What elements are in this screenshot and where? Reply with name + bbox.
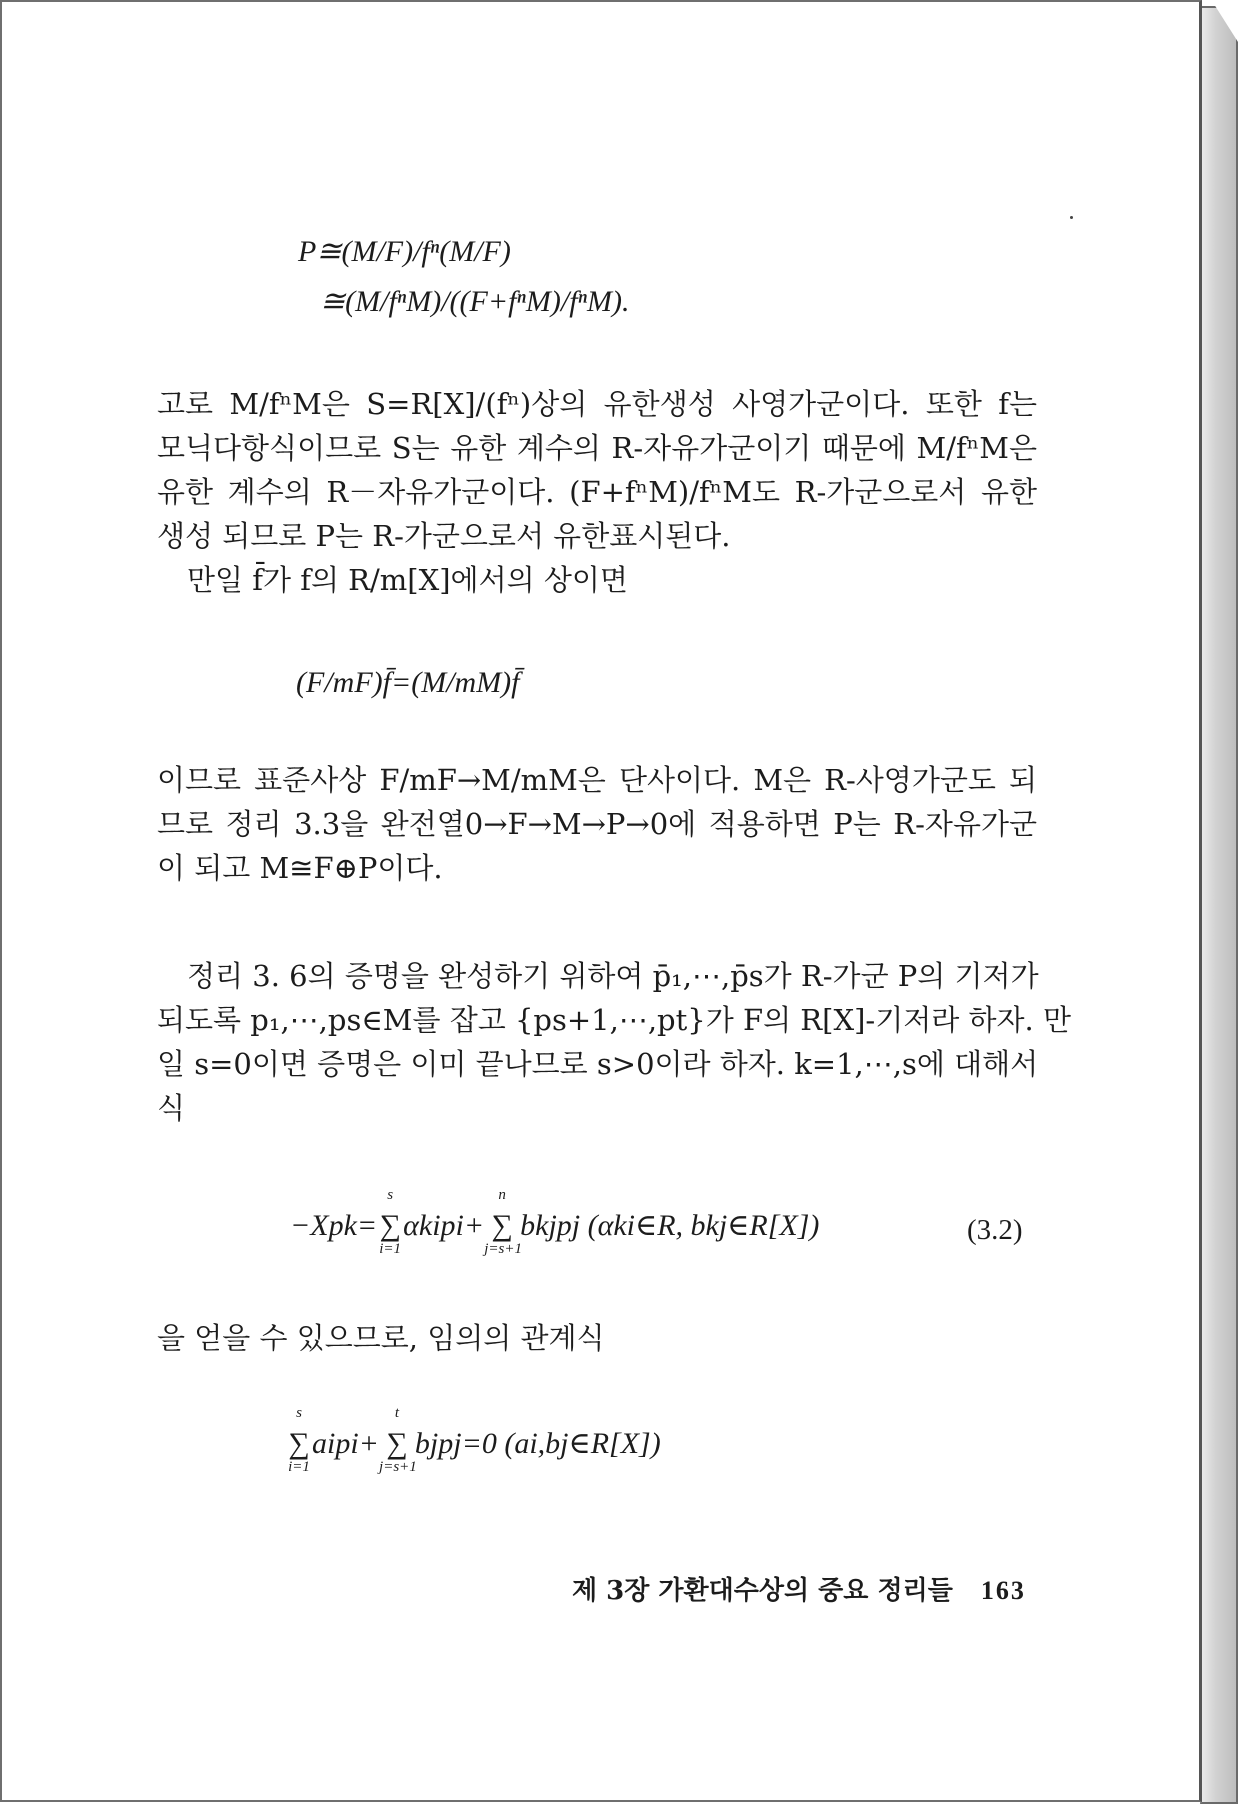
equation-3-sum-2: n ∑ j=s+1 <box>484 1209 520 1243</box>
paragraph-4-line-3: 일 s=0이면 증명은 이미 끝나므로 s>0이라 하자. k=1,⋯,s에 대해서 <box>157 1047 1039 1081</box>
equation-4-sum-1: s ∑ i=1 <box>286 1427 312 1461</box>
paragraph-3 <box>157 758 1037 890</box>
paragraph-1-line-2: 모닉다항식이므로 S는 유한 계수의 R-자유가군이기 때문에 M/fⁿM은 <box>157 431 1037 465</box>
equation-4-term-2: bjpj=0 (ai,bj∈R[X]) <box>414 1427 661 1460</box>
equation-3 <box>290 1187 820 1257</box>
equation-4-term-1: aipi+ <box>312 1427 379 1460</box>
equation-2: (F/mF)f̄=(M/mM)f̄ <box>296 666 520 699</box>
paragraph-4 <box>157 954 1071 1130</box>
equation-4-sum-2: t ∑ j=s+1 <box>379 1427 415 1461</box>
paragraph-1-line-3: 유한 계수의 R－자유가군이다. (F+fⁿM)/fⁿM도 R-가군으로서 유한 <box>157 475 1037 509</box>
page-footer <box>572 1570 1026 1607</box>
equation-3-sum-1-top: s <box>387 1187 394 1203</box>
paragraph-2-line: 만일 f̄가 f의 R/m[X]에서의 상이면 <box>187 563 628 597</box>
equation-3-sum-2-bottom: j=s+1 <box>484 1241 522 1257</box>
paragraph-3-line-1: 이므로 표준사상 F/mF→M/mM은 단사이다. M은 R-사영가군도 되 <box>157 763 1037 797</box>
paragraph-5-line: 을 얻을 수 있으므로, 임의의 관계식 <box>157 1321 605 1355</box>
paragraph-1-line-1: 고로 M/fⁿM은 S=R[X]/(fⁿ)상의 유한생성 사영가군이다. 또한 f는 <box>157 387 1037 421</box>
equation-3-sum-2-top: n <box>498 1187 506 1203</box>
equation-3-lhs: −Xpk= <box>290 1209 378 1242</box>
equation-4-sum-2-top: t <box>394 1405 399 1421</box>
paragraph-1-line-4: 생성 되므로 P는 R-가군으로서 유한표시된다. <box>157 519 731 553</box>
page-number: 163 <box>980 1576 1026 1605</box>
paragraph-1 <box>157 382 1037 602</box>
equation-1-line-2: ≅(M/fⁿM)/((F+fⁿM)/fⁿM). <box>320 285 630 318</box>
paragraph-5 <box>157 1316 1037 1360</box>
equation-4-sum-1-top: s <box>296 1405 302 1421</box>
page-edge-shadow <box>1200 6 1238 1804</box>
chapter-running-head: 제 3장 가환대수상의 중요 정리들 <box>572 1576 953 1606</box>
equation-3-term-2: bkjpj (αki∈R, bkj∈R[X]) <box>520 1209 820 1242</box>
equation-1-line-1: P≅(M/F)/fⁿ(M/F) <box>298 235 511 268</box>
paragraph-3-line-3: 이 되고 M≅F⊕P이다. <box>157 851 443 885</box>
equation-4-sum-2-bottom: j=s+1 <box>379 1459 417 1475</box>
equation-3-term-1: αkipi+ <box>403 1209 485 1242</box>
equation-3-sum-1-bottom: i=1 <box>379 1241 402 1257</box>
equation-3-number: (3.2) <box>967 1214 1023 1246</box>
equation-4-sum-1-bottom: i=1 <box>288 1459 310 1475</box>
paragraph-3-line-2: 므로 정리 3.3을 완전열0→F→M→P→0에 적용하면 P는 R-자유가군 <box>157 807 1037 841</box>
equation-3-sum-1: s ∑ i=1 <box>377 1209 403 1243</box>
paragraph-4-line-2: 되도록 p₁,⋯,ps∈M를 잡고 {ps+1,⋯,pt}가 F의 R[X]-기저라 하자. 만 <box>157 1003 1071 1037</box>
equation-4 <box>286 1405 661 1475</box>
speck-mark <box>1070 216 1073 219</box>
paragraph-4-line-1: 정리 3. 6의 증명을 완성하기 위하여 p̄₁,⋯,p̄s가 R-가군 P의 기저가 <box>187 959 1039 993</box>
paragraph-4-line-4: 식 <box>157 1091 186 1125</box>
